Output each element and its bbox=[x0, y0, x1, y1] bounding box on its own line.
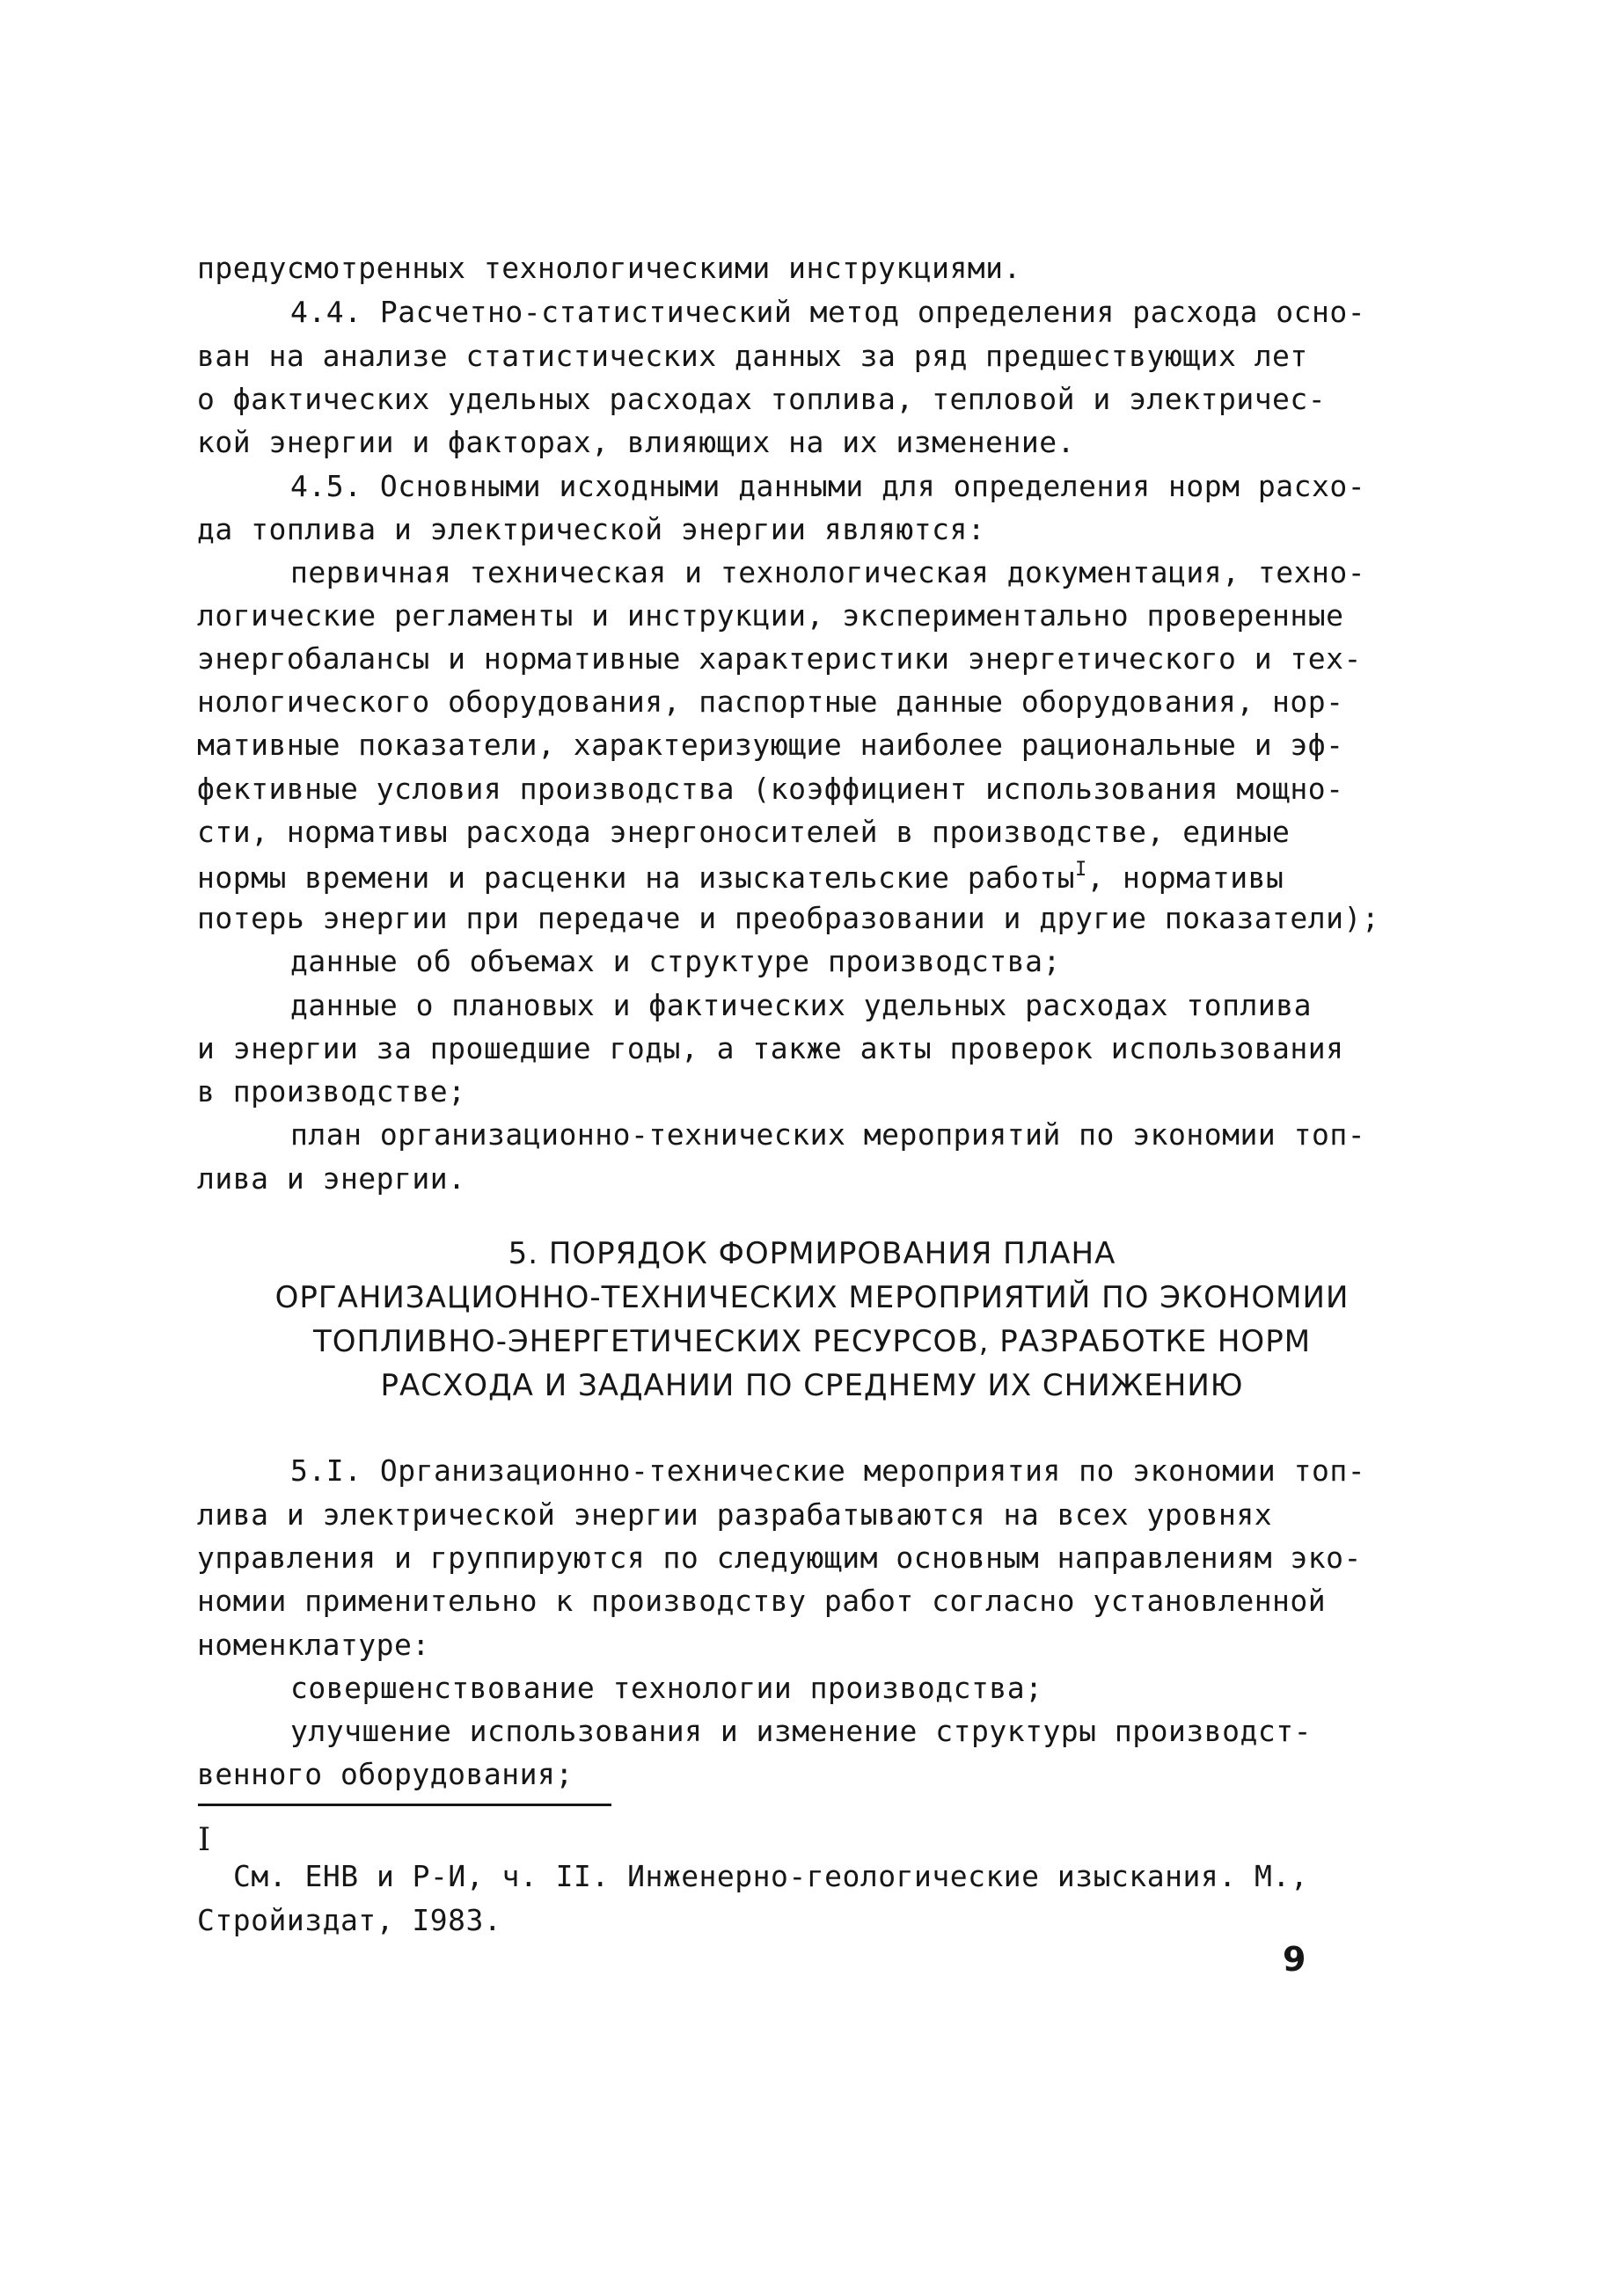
text-line: номенклатуре: bbox=[197, 1628, 430, 1662]
text-line: сти, нормативы расхода энергоносителей в производстве, единые bbox=[197, 815, 1291, 849]
text-line: в производстве; bbox=[197, 1074, 466, 1109]
text-line: и энергии за прошедшие годы, а также акты проверок использования bbox=[197, 1031, 1344, 1065]
text-fragment: нормы времени и расценки на изыскательские работы bbox=[197, 860, 1076, 895]
text-line: лива и электрической энергии разрабатываются на всех уровнях bbox=[197, 1497, 1273, 1532]
page-number: 9 bbox=[1283, 1940, 1306, 1979]
text-line: 5.I. Организационно-технические мероприятия по экономии топ- bbox=[290, 1453, 1366, 1488]
section-heading-line: 5. ПОРЯДОК ФОРМИРОВАНИЯ ПЛАНА bbox=[508, 1236, 1116, 1271]
text-line: данные о плановых и фактических удельных расходах топлива bbox=[290, 988, 1312, 1022]
section-heading-line: ОРГАНИЗАЦИОННО-ТЕХНИЧЕСКИХ МЕРОПРИЯТИЙ ПО ЭКОНОМИИ bbox=[274, 1280, 1350, 1315]
text-line: план организационно-технических мероприятий по экономии топ- bbox=[290, 1117, 1366, 1152]
text-line: кой энергии и факторах, влияющих на их изменение. bbox=[197, 425, 1076, 459]
section-heading-line: РАСХОДА И ЗАДАНИИ ПО СРЕДНЕМУ ИХ СНИЖЕНИЮ bbox=[380, 1368, 1244, 1403]
text-line: энергобалансы и нормативные характеристики энергетического и тех- bbox=[197, 641, 1362, 676]
footnote-reference: I bbox=[1075, 859, 1087, 881]
footnote-line: Стройиздат, I983. bbox=[197, 1903, 502, 1937]
text-line: совершенствование технологии производства; bbox=[290, 1671, 1043, 1705]
text-line: 4.5. Основными исходными данными для определения норм расхо- bbox=[290, 469, 1366, 503]
text-line: логические регламенты и инструкции, экспериментально проверенные bbox=[197, 598, 1344, 633]
text-line: венного оборудования; bbox=[197, 1757, 574, 1791]
text-line: управления и группируются по следующим основным направлениям эко- bbox=[197, 1541, 1362, 1575]
text-line: лива и энергии. bbox=[197, 1161, 466, 1196]
text-line: номии применительно к производству работ согласно установленной bbox=[197, 1584, 1327, 1618]
footnote-mark: I bbox=[198, 1822, 211, 1858]
text-line: 4.4. Расчетно-статистический метод определения расхода осно- bbox=[290, 295, 1366, 329]
text-line: предусмотренных технологическими инструкциями. bbox=[197, 251, 1021, 285]
text-line: ван на анализе статистических данных за ряд предшествующих лет bbox=[197, 339, 1308, 373]
footnote-line: См. ЕНВ и Р-И, ч. II. Инженерно-геологические изыскания. М., bbox=[233, 1859, 1309, 1893]
text-line: первичная техническая и технологическая документация, техно- bbox=[290, 555, 1366, 589]
text-line: мативные показатели, характеризующие наиболее рациональные и эф- bbox=[197, 728, 1344, 762]
text-line: данные об объемах и структуре производства; bbox=[290, 944, 1061, 978]
text-line: о фактических удельных расходах топлива, тепловой и электричес- bbox=[197, 382, 1327, 416]
text-line: фективные условия производства (коэффициент использования мощно- bbox=[197, 772, 1344, 806]
text-line: потерь энергии при передаче и преобразовании и другие показатели); bbox=[197, 901, 1380, 935]
text-line: да топлива и электрической энергии являются: bbox=[197, 512, 986, 546]
text-line: нологического оборудования, паспортные данные оборудования, нор- bbox=[197, 684, 1344, 719]
footnote-separator bbox=[198, 1804, 611, 1806]
text-line: улучшение использования и изменение структуры производст- bbox=[290, 1714, 1312, 1748]
section-heading-line: ТОПЛИВНО-ЭНЕРГЕТИЧЕСКИХ РЕСУРСОВ, РАЗРАБОТКЕ НОРМ bbox=[312, 1324, 1312, 1359]
text-fragment: , нормативы bbox=[1086, 860, 1284, 895]
text-line bbox=[197, 859, 1284, 895]
